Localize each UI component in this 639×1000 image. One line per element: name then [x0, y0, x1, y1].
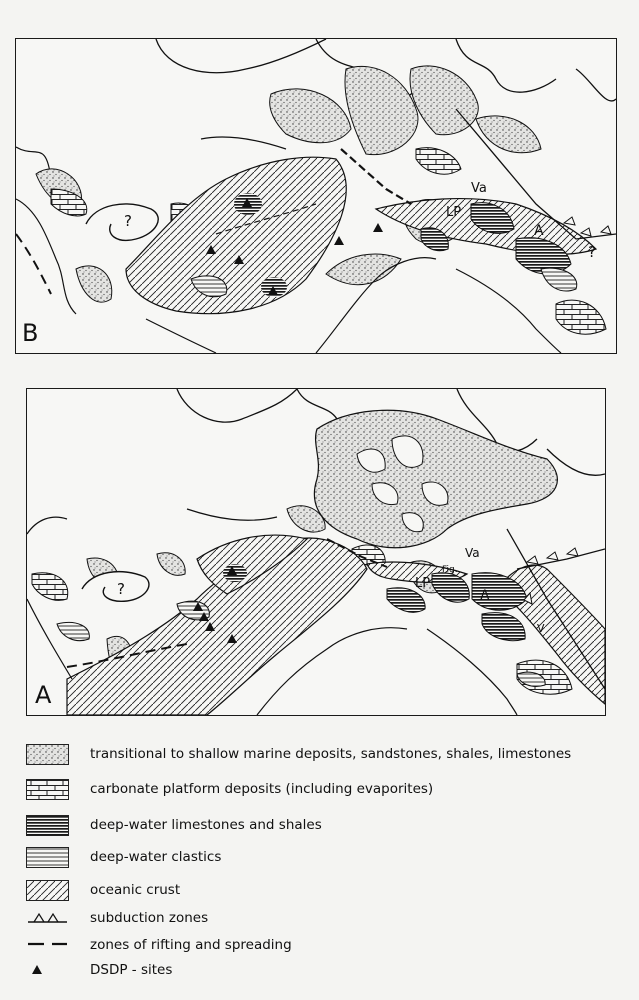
rift-dash-icon: [26, 935, 69, 956]
diagonal-hatch-swatch: [26, 880, 69, 901]
legend-item-deep-water-clastics: [26, 847, 616, 871]
map-b-label-a: A: [534, 223, 544, 239]
legend-label: oceanic crust: [90, 882, 181, 898]
map-b-label-q2: ?: [588, 243, 596, 261]
panel-label-a: A: [35, 681, 52, 709]
map-b-drawing: [16, 39, 616, 353]
legend-label: carbonate platform deposits (including evaporites): [90, 781, 434, 797]
legend-label: subduction zones: [90, 910, 209, 926]
brick-swatch: [26, 779, 69, 800]
map-b-label-lp: LP: [446, 205, 462, 220]
legend-item-shallow-marine: [26, 744, 616, 768]
map-a-label-v: V: [537, 622, 545, 635]
map-a-label-fig: Fig.: [442, 565, 458, 575]
dense-hatch-swatch: [26, 815, 69, 836]
legend-item-subduction-zones: [26, 908, 616, 932]
legend-label: deep-water clastics: [90, 849, 222, 865]
map-panel-a: [26, 388, 606, 716]
legend-item-oceanic-crust: [26, 880, 616, 904]
legend-item-deep-water-limestones: [26, 815, 616, 839]
legend-label: transitional to shallow marine deposits, sandstones, shales, limestones: [90, 746, 572, 762]
map-a-label-lp: LP: [415, 576, 431, 591]
stipple-swatch: [26, 744, 69, 765]
legend-label: deep-water limestones and shales: [90, 817, 322, 833]
map-a-drawing: [27, 389, 605, 715]
map-b-label-q1: ?: [124, 212, 132, 230]
map-b-label-va: Va: [471, 181, 487, 196]
legend-item-dsdp-sites: [26, 960, 616, 984]
legend-item-rifting-spreading: [26, 935, 616, 959]
legend-label: DSDP - sites: [90, 962, 173, 978]
map-a-label-q1: ?: [117, 580, 125, 598]
subduction-icon: [26, 908, 69, 929]
panel-label-b: B: [22, 319, 39, 347]
legend-label: zones of rifting and spreading: [90, 937, 292, 953]
triangle-icon: [26, 960, 69, 981]
sparse-hatch-swatch: [26, 847, 69, 868]
legend-item-carbonate-platform: [26, 779, 616, 803]
map-panel-b: [15, 38, 617, 354]
map-a-label-a: A: [480, 588, 490, 604]
map-a-label-va: Va: [465, 546, 480, 560]
